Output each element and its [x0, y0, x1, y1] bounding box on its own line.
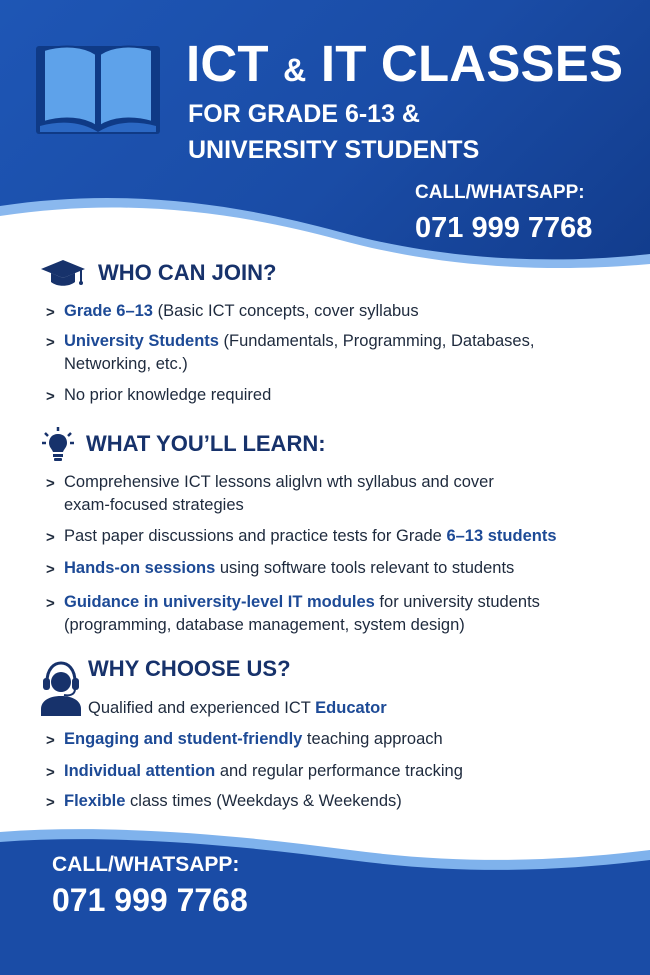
- lightbulb-icon: [42, 427, 74, 461]
- why-item-1: [88, 697, 387, 720]
- who-item-1: [46, 300, 419, 324]
- chevron-right-icon: >: [46, 595, 55, 612]
- who-item-3-text: No prior knowledge required: [64, 386, 272, 404]
- page-subtitle: [188, 96, 568, 168]
- why-item-2: [46, 728, 443, 752]
- learn-section-heading: [42, 427, 326, 461]
- page-title: [186, 34, 623, 100]
- chevron-right-icon: >: [46, 732, 55, 749]
- why-item-4-text: class times (Weekdays & Weekends): [125, 792, 402, 810]
- who-heading: WHO CAN JOIN?: [98, 260, 277, 285]
- who-item-2: [46, 330, 534, 376]
- learn-item-1-text2: exam-focused strategies: [64, 496, 244, 514]
- chevron-right-icon: >: [46, 304, 55, 321]
- title-ampersand: &: [283, 52, 307, 88]
- why-item-4-bold: Flexible: [64, 792, 126, 810]
- learn-item-4: [46, 591, 540, 637]
- who-item-2-bold: University Students: [64, 332, 219, 350]
- footer-call-label: CALL/WHATSAPP:: [52, 853, 240, 876]
- learn-item-4-text: for university students: [374, 593, 540, 611]
- learn-item-2-bold: 6–13 students: [446, 527, 557, 545]
- learn-item-2: [46, 525, 557, 549]
- graduation-cap-icon: [40, 258, 86, 288]
- header-contact: [415, 181, 592, 247]
- chevron-right-icon: >: [46, 794, 55, 811]
- who-item-1-text: (Basic ICT concepts, cover syllabus: [152, 302, 419, 320]
- why-item-3-bold: Individual attention: [64, 762, 216, 780]
- why-item-2-text: teaching approach: [302, 730, 443, 748]
- why-item-4: [46, 790, 402, 814]
- learn-item-2-text: Past paper discussions and practice tests for Grade: [64, 527, 447, 545]
- why-item-3: [46, 760, 463, 784]
- open-book-icon: [36, 40, 160, 136]
- why-item-1-text: Qualified and experienced ICT: [88, 699, 316, 717]
- why-item-2-bold: Engaging and student-friendly: [64, 730, 303, 748]
- who-section-heading: [40, 258, 276, 288]
- who-item-2-text: (Fundamentals, Programming, Databases,: [218, 332, 535, 350]
- learn-item-3: [46, 557, 514, 581]
- learn-item-4-bold: Guidance in university-level IT modules: [64, 593, 375, 611]
- title-part2: IT CLASSES: [320, 35, 624, 92]
- chevron-right-icon: >: [46, 334, 55, 351]
- chevron-right-icon: >: [46, 561, 55, 578]
- header-call-number[interactable]: 071 999 7768: [415, 212, 593, 244]
- subtitle-line2: UNIVERSITY STUDENTS: [188, 136, 480, 164]
- learn-item-3-text: using software tools relevant to students: [215, 559, 515, 577]
- learn-heading: WHAT YOU’LL LEARN:: [86, 431, 326, 456]
- chevron-right-icon: >: [46, 388, 55, 405]
- learn-item-4-text2: (programming, database management, system design): [64, 616, 465, 634]
- who-item-3: [46, 384, 271, 408]
- learn-item-1: [46, 471, 494, 517]
- chevron-right-icon: >: [46, 764, 55, 781]
- why-item-1-bold: Educator: [315, 699, 387, 717]
- chevron-right-icon: >: [46, 529, 55, 546]
- footer-call-number[interactable]: 071 999 7768: [52, 882, 248, 918]
- headset-person-icon: [40, 658, 82, 716]
- header-call-label: CALL/WHATSAPP:: [415, 182, 585, 203]
- learn-item-3-bold: Hands-on sessions: [64, 559, 216, 577]
- footer-contact: [52, 852, 248, 920]
- subtitle-line1: FOR GRADE 6-13 &: [188, 100, 420, 128]
- why-heading: WHY CHOOSE US?: [88, 656, 291, 681]
- chevron-right-icon: >: [46, 475, 55, 492]
- who-item-1-bold: Grade 6–13: [64, 302, 153, 320]
- learn-item-1-text: Comprehensive ICT lessons aliglvn wth syllabus and cover: [64, 473, 494, 491]
- why-item-3-text: and regular performance tracking: [215, 762, 463, 780]
- title-part1: ICT: [186, 35, 269, 92]
- who-item-2-text2: Networking, etc.): [64, 355, 188, 373]
